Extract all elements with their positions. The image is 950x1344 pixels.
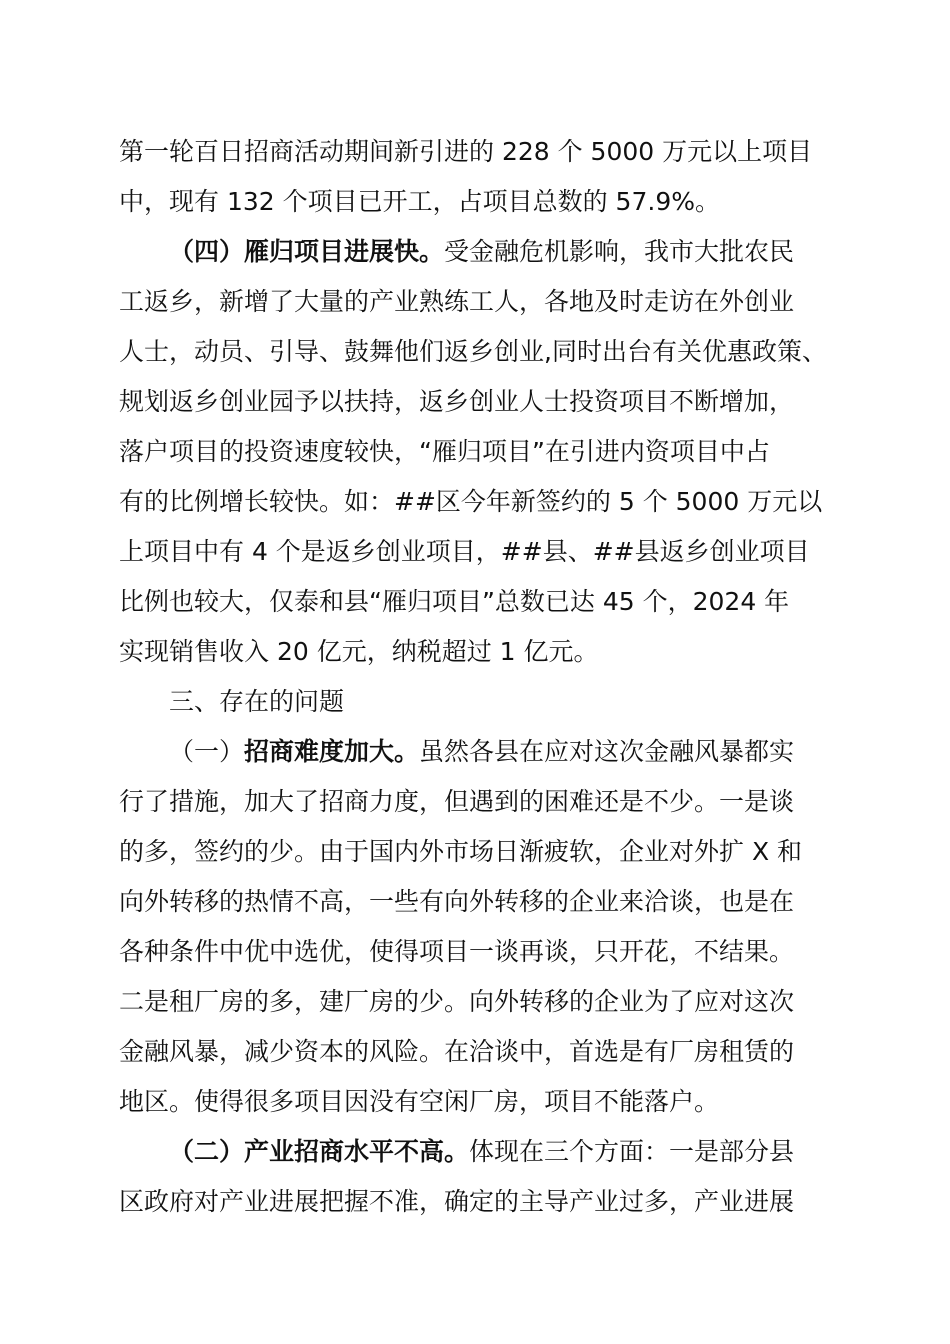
paragraph-first-line <box>169 1135 794 1169</box>
section-title: 三、存在的问题 <box>169 687 345 716</box>
text-line: 人士，动员、引导、鼓舞他们返乡创业,同时出台有关优惠政策、 <box>119 337 827 366</box>
paragraph-heading: 招商难度加大。 <box>244 737 420 766</box>
paragraph-text: 体现在三个方面：一是部分县 <box>469 1137 795 1166</box>
paragraph-first-line <box>169 235 794 269</box>
text-line: 有的比例增长较快。如：##区今年新签约的 5 个 5000 万元以 <box>119 487 823 516</box>
paragraph-number: （一） <box>169 737 245 766</box>
text-line: 第一轮百日招商活动期间新引进的 228 个 5000 万元以上项目 <box>119 137 813 166</box>
text-line: 上项目中有 4 个是返乡创业项目，##县、##县返乡创业项目 <box>119 537 810 566</box>
text-line: 工返乡，新增了大量的产业熟练工人，各地及时走访在外创业 <box>119 287 795 316</box>
text-line: 金融风暴，减少资本的风险。在洽谈中，首选是有厂房租赁的 <box>119 1037 795 1066</box>
text-line: 地区。使得很多项目因没有空闲厂房，项目不能落户。 <box>119 1087 720 1116</box>
text-line: 规划返乡创业园予以扶持，返乡创业人士投资项目不断增加， <box>119 387 795 416</box>
text-line: 中，现有 132 个项目已开工，占项目总数的 57.9%。 <box>119 187 720 216</box>
paragraph-text: 虽然各县在应对这次金融风暴都实 <box>419 737 795 766</box>
paragraph-first-line <box>169 735 794 769</box>
text-line: 落户项目的投资速度较快，“雁归项目”在引进内资项目中占 <box>119 437 770 466</box>
paragraph-text: 受金融危机影响，我市大批农民 <box>444 237 795 266</box>
paragraph-heading: （二）产业招商水平不高。 <box>169 1137 470 1166</box>
text-line: 实现销售收入 20 亿元，纳税超过 1 亿元。 <box>119 637 599 666</box>
text-line: 的多，签约的少。由于国内外市场日渐疲软，企业对外扩 X 和 <box>119 837 803 866</box>
paragraph-heading: （四）雁归项目进展快。 <box>169 237 445 266</box>
text-line: 行了措施，加大了招商力度，但遇到的困难还是不少。一是谈 <box>119 787 795 816</box>
text-line: 向外转移的热情不高，一些有向外转移的企业来洽谈，也是在 <box>119 887 795 916</box>
text-line: 区政府对产业进展把握不准，确定的主导产业过多，产业进展 <box>119 1187 795 1216</box>
text-line: 比例也较大，仅泰和县“雁归项目”总数已达 45 个，2024 年 <box>119 587 790 616</box>
text-line: 各种条件中优中选优，使得项目一谈再谈，只开花，不结果。 <box>119 937 795 966</box>
text-line: 二是租厂房的多，建厂房的少。向外转移的企业为了应对这次 <box>119 987 795 1016</box>
